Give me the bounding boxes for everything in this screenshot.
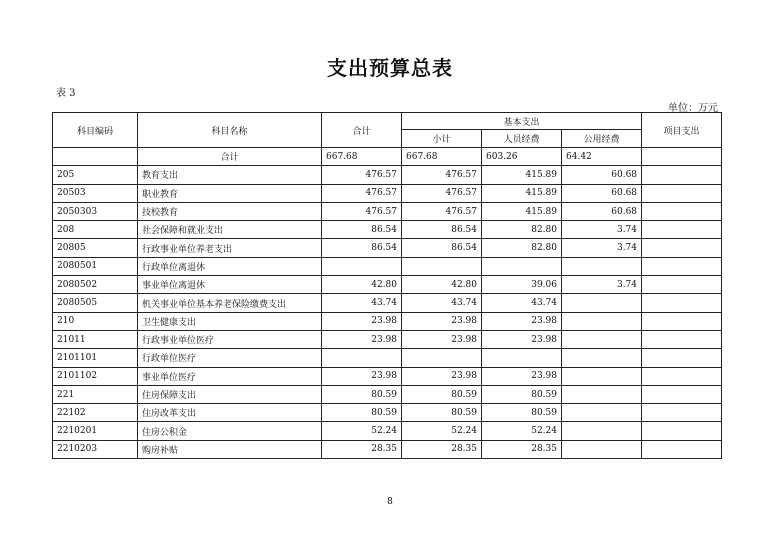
cell-name: 行政事业单位医疗 — [138, 330, 322, 348]
table-number: 表 3 — [56, 88, 76, 99]
cell-total: 42.80 — [322, 276, 402, 294]
cell-personnel: 43.74 — [482, 294, 562, 312]
cell-total: 80.59 — [322, 404, 402, 422]
cell-project — [642, 367, 722, 385]
cell-subtotal: 42.80 — [402, 276, 482, 294]
header-name: 科目名称 — [138, 113, 322, 148]
cell-project — [642, 276, 722, 294]
cell-public — [562, 385, 642, 403]
cell-code: 2080501 — [53, 257, 138, 275]
header-personnel: 人员经费 — [482, 130, 562, 148]
cell-project — [642, 166, 722, 184]
cell-subtotal: 80.59 — [402, 404, 482, 422]
cell-total: 23.98 — [322, 367, 402, 385]
cell-public — [562, 312, 642, 330]
cell-code: 2101101 — [53, 349, 138, 367]
cell-code: 20503 — [53, 184, 138, 202]
cell-project — [642, 422, 722, 440]
cell-total: 52.24 — [322, 422, 402, 440]
cell-project — [642, 440, 722, 458]
cell-name: 行政单位医疗 — [138, 349, 322, 367]
total-code — [53, 148, 138, 166]
table-row — [53, 312, 722, 330]
cell-subtotal: 476.57 — [402, 184, 482, 202]
cell-total: 476.57 — [322, 184, 402, 202]
cell-project — [642, 239, 722, 257]
cell-name: 住房保障支出 — [138, 385, 322, 403]
total-total: 667.68 — [322, 148, 402, 166]
cell-project — [642, 330, 722, 348]
cell-public — [562, 422, 642, 440]
cell-total: 476.57 — [322, 166, 402, 184]
cell-code: 2210201 — [53, 422, 138, 440]
cell-subtotal: 23.98 — [402, 367, 482, 385]
cell-subtotal: 86.54 — [402, 239, 482, 257]
cell-code: 2101102 — [53, 367, 138, 385]
cell-public — [562, 440, 642, 458]
cell-personnel: 23.98 — [482, 330, 562, 348]
cell-total: 80.59 — [322, 385, 402, 403]
header-code: 科目编码 — [53, 113, 138, 148]
cell-name: 购房补贴 — [138, 440, 322, 458]
cell-subtotal: 476.57 — [402, 202, 482, 220]
cell-code: 210 — [53, 312, 138, 330]
table-row — [53, 422, 722, 440]
cell-code: 205 — [53, 166, 138, 184]
header-project: 项目支出 — [642, 113, 722, 148]
cell-subtotal: 52.24 — [402, 422, 482, 440]
cell-project — [642, 404, 722, 422]
cell-public: 3.74 — [562, 276, 642, 294]
cell-total: 86.54 — [322, 239, 402, 257]
header-total: 合计 — [322, 113, 402, 148]
table-row — [53, 404, 722, 422]
cell-subtotal — [402, 257, 482, 275]
table-row — [53, 184, 722, 202]
cell-subtotal: 23.98 — [402, 312, 482, 330]
expenditure-budget-table — [52, 112, 722, 459]
table-row — [53, 202, 722, 220]
cell-code: 2050303 — [53, 202, 138, 220]
cell-public: 3.74 — [562, 239, 642, 257]
header-basic: 基本支出 — [402, 113, 642, 130]
table-row — [53, 385, 722, 403]
cell-code: 2210203 — [53, 440, 138, 458]
cell-subtotal: 43.74 — [402, 294, 482, 312]
cell-personnel: 82.80 — [482, 221, 562, 239]
table-row — [53, 257, 722, 275]
cell-public: 60.68 — [562, 202, 642, 220]
cell-name: 机关事业单位基本养老保险缴费支出 — [138, 294, 322, 312]
table-row — [53, 440, 722, 458]
table-row — [53, 239, 722, 257]
table-body — [53, 148, 722, 459]
cell-personnel: 28.35 — [482, 440, 562, 458]
cell-public: 60.68 — [562, 184, 642, 202]
table-row — [53, 221, 722, 239]
cell-personnel: 80.59 — [482, 385, 562, 403]
cell-code: 21011 — [53, 330, 138, 348]
cell-name: 职业教育 — [138, 184, 322, 202]
cell-subtotal: 28.35 — [402, 440, 482, 458]
cell-total — [322, 257, 402, 275]
cell-total: 86.54 — [322, 221, 402, 239]
cell-total: 43.74 — [322, 294, 402, 312]
cell-public: 3.74 — [562, 221, 642, 239]
cell-personnel — [482, 257, 562, 275]
table-row — [53, 367, 722, 385]
total-label: 合计 — [138, 148, 322, 166]
cell-name: 行政单位离退休 — [138, 257, 322, 275]
total-subtotal: 667.68 — [402, 148, 482, 166]
table-row — [53, 349, 722, 367]
cell-name: 事业单位医疗 — [138, 367, 322, 385]
cell-public — [562, 294, 642, 312]
cell-name: 技校教育 — [138, 202, 322, 220]
total-row — [53, 148, 722, 166]
page-title: 支出预算总表 — [327, 56, 453, 80]
cell-project — [642, 202, 722, 220]
cell-public — [562, 367, 642, 385]
cell-personnel: 23.98 — [482, 312, 562, 330]
cell-code: 22102 — [53, 404, 138, 422]
cell-personnel: 80.59 — [482, 404, 562, 422]
cell-personnel — [482, 349, 562, 367]
cell-project — [642, 312, 722, 330]
page-number: 8 — [387, 497, 393, 507]
cell-name: 行政事业单位养老支出 — [138, 239, 322, 257]
cell-personnel: 23.98 — [482, 367, 562, 385]
cell-project — [642, 184, 722, 202]
table-row — [53, 276, 722, 294]
cell-public — [562, 330, 642, 348]
cell-code: 2080502 — [53, 276, 138, 294]
table-row — [53, 166, 722, 184]
cell-public: 60.68 — [562, 166, 642, 184]
cell-code: 208 — [53, 221, 138, 239]
cell-name: 卫生健康支出 — [138, 312, 322, 330]
cell-total: 476.57 — [322, 202, 402, 220]
header-row-1 — [53, 113, 722, 130]
cell-subtotal — [402, 349, 482, 367]
unit-label: 单位：万元 — [668, 103, 718, 114]
cell-subtotal: 80.59 — [402, 385, 482, 403]
cell-subtotal: 23.98 — [402, 330, 482, 348]
cell-code: 20805 — [53, 239, 138, 257]
cell-project — [642, 257, 722, 275]
cell-total — [322, 349, 402, 367]
header-public: 公用经费 — [562, 130, 642, 148]
cell-code: 2080505 — [53, 294, 138, 312]
cell-project — [642, 294, 722, 312]
cell-personnel: 39.06 — [482, 276, 562, 294]
cell-name: 住房改革支出 — [138, 404, 322, 422]
cell-total: 23.98 — [322, 330, 402, 348]
cell-personnel: 415.89 — [482, 166, 562, 184]
cell-public — [562, 349, 642, 367]
total-public: 64.42 — [562, 148, 642, 166]
cell-personnel: 415.89 — [482, 184, 562, 202]
header-subtotal: 小计 — [402, 130, 482, 148]
cell-code: 221 — [53, 385, 138, 403]
cell-total: 28.35 — [322, 440, 402, 458]
cell-total: 23.98 — [322, 312, 402, 330]
cell-name: 住房公积金 — [138, 422, 322, 440]
cell-public — [562, 404, 642, 422]
cell-project — [642, 221, 722, 239]
table-row — [53, 330, 722, 348]
table-row — [53, 294, 722, 312]
cell-personnel: 415.89 — [482, 202, 562, 220]
cell-subtotal: 476.57 — [402, 166, 482, 184]
total-personnel: 603.26 — [482, 148, 562, 166]
cell-public — [562, 257, 642, 275]
cell-project — [642, 385, 722, 403]
total-project — [642, 148, 722, 166]
cell-name: 事业单位离退休 — [138, 276, 322, 294]
cell-project — [642, 349, 722, 367]
cell-subtotal: 86.54 — [402, 221, 482, 239]
cell-name: 社会保障和就业支出 — [138, 221, 322, 239]
cell-name: 教育支出 — [138, 166, 322, 184]
cell-personnel: 82.80 — [482, 239, 562, 257]
cell-personnel: 52.24 — [482, 422, 562, 440]
